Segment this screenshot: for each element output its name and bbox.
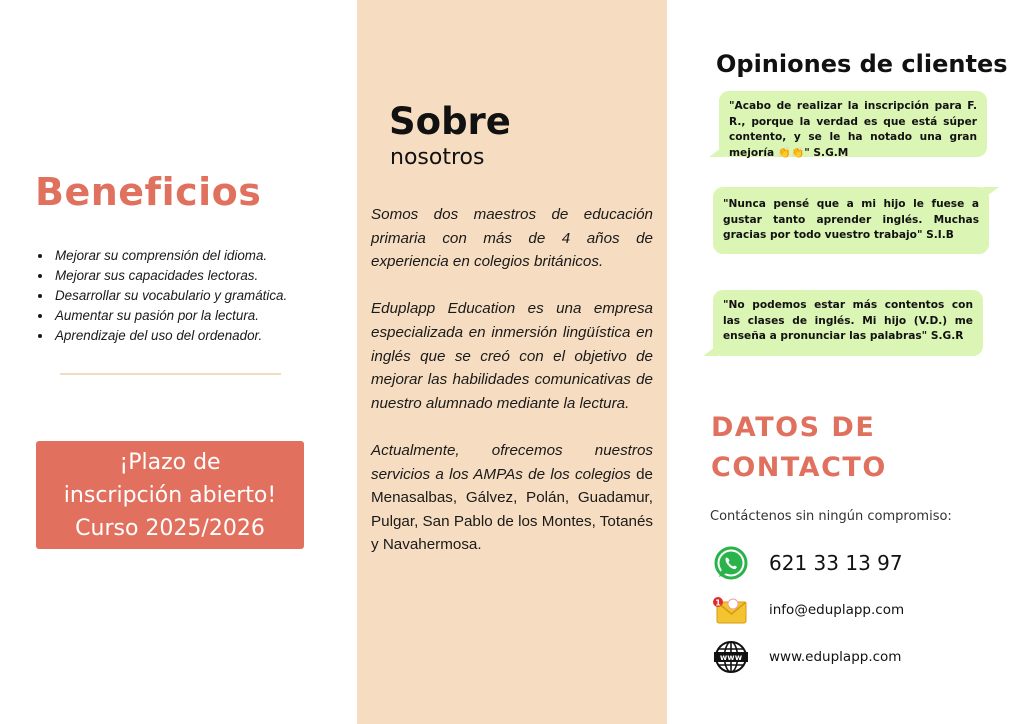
list-item: • Aumentar su pasión por la lectura. (53, 306, 287, 326)
website-url: www.eduplapp.com (769, 649, 902, 665)
contact-website[interactable] (713, 639, 901, 675)
list-item: • Aprendizaje del uso del ordenador. (53, 326, 287, 346)
email-badge-count: 1 (715, 598, 721, 608)
about-paragraph-3-rest: de Menasalbas, Gálvez, Polán, Guadamur, Pulgar, San Pablo de los Montes, Totanés y Navahermosa. (371, 465, 653, 554)
review-bubble: "No podemos estar más contentos con las clases de inglés. Mi hijo (V.D.) me enseña a pronunciar las palabras" S.G.R (713, 290, 983, 356)
list-item: • Mejorar su comprensión del idioma. (53, 246, 287, 266)
review-bubble: "Nunca pensé que a mi hijo le fuese a gustar tanto aprender inglés. Muchas gracias por todo vuestro trabajo" S.I.B (713, 187, 989, 254)
about-paragraph-1 (371, 203, 653, 274)
about-paragraph-1-text: Somos dos maestros de educación primaria con más de 4 años de experiencia en colegios británicos. (371, 206, 653, 271)
email-address: info@eduplapp.com (769, 602, 905, 618)
about-paragraph-2-text: Eduplapp Education es una empresa especializada en inmersión lingüística en inglés que se creó con el objetivo de mejorar las habilidades comunicativas de nuestro alumnado mediante la lectura. (371, 300, 653, 412)
list-item: • Mejorar sus capacidades lectoras. (53, 266, 287, 286)
list-item: • Desarrollar su vocabulario y gramática. (53, 286, 287, 306)
www-globe-icon (713, 639, 749, 675)
about-paragraph-2 (371, 297, 653, 415)
enrollment-text: ¡Plazo de inscripción abierto! Curso 2025/2026 (63, 449, 277, 541)
www-label: www (719, 653, 743, 662)
benefits-panel (0, 0, 357, 724)
contact-phone[interactable] (713, 545, 903, 581)
about-paragraph-3 (371, 439, 653, 557)
contact-email[interactable] (713, 592, 904, 628)
opinions-title: Opiniones de clientes (716, 50, 1008, 78)
email-notification-icon (713, 592, 749, 628)
about-title: Sobre (389, 100, 511, 143)
benefits-list (53, 246, 287, 346)
about-paragraph-3-italic: Actualmente, ofrecemos nuestros servicios a los AMPAs de los colegios (371, 441, 653, 483)
enrollment-banner (36, 441, 304, 549)
divider (60, 373, 281, 375)
about-panel (357, 0, 667, 724)
whatsapp-icon (713, 545, 749, 581)
about-body (371, 203, 653, 581)
phone-number: 621 33 13 97 (769, 551, 903, 575)
contact-title: DATOS DE CONTACTO (711, 412, 887, 483)
about-subtitle: nosotros (390, 145, 485, 170)
benefits-title: Beneficios (35, 170, 262, 214)
review-bubble: "Acabo de realizar la inscripción para F. R., porque la verdad es que está súper contento, y se le ha notado una gran mejoría 👏👏" S.G.M (719, 91, 987, 157)
contact-subtitle: Contáctenos sin ningún compromiso: (710, 509, 952, 524)
contact-panel (667, 0, 1024, 724)
